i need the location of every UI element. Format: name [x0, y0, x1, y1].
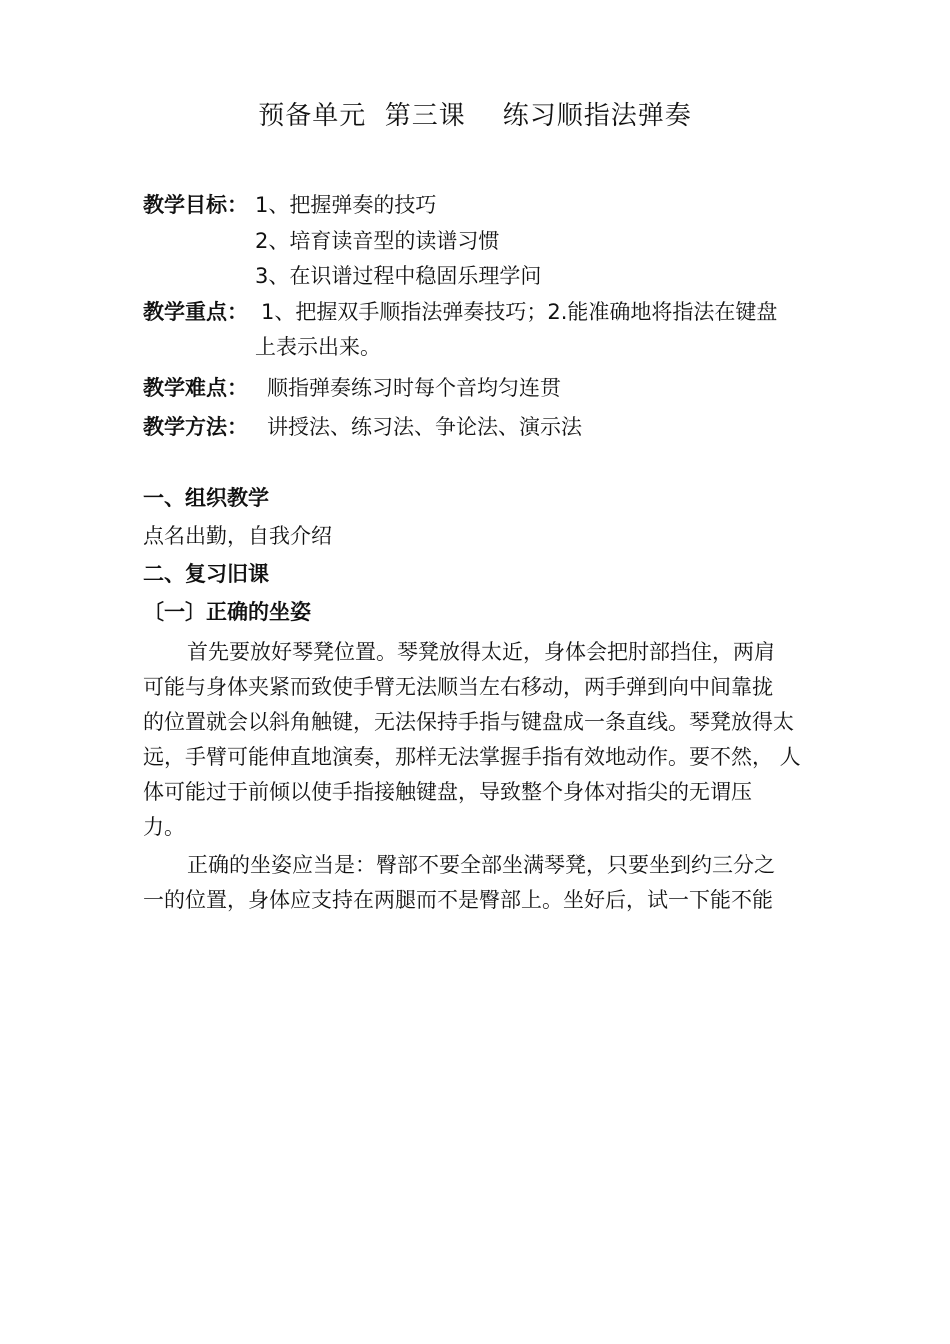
lesson-title: 预备单元 第三课 练习顺指法弹奏 — [258, 101, 692, 131]
paragraph-line: 一的位置，身体应支持在两腿而不是臀部上。坐好后，试一下能不能 — [143, 888, 773, 912]
difficulty-text: 顺指弹奏练习时每个音均匀连贯 — [267, 376, 561, 400]
key-points-line: 1、把握双手顺指法弹奏技巧；2.能准确地将指法在键盘 — [261, 300, 778, 324]
section-heading: 一、组织教学 — [143, 486, 269, 510]
objective-item: 3、在识谱过程中稳固乐理学问 — [255, 264, 542, 288]
paragraph-line: 的位置就会以斜角触键，无法保持手指与键盘成一条直线。琴凳放得太 — [143, 710, 794, 734]
key-points-label: 教学重点： — [143, 300, 248, 324]
objectives-label: 教学目标： — [143, 193, 248, 217]
paragraph-line: 可能与身体夹紧而致使手臂无法顺当左右移动，两手弹到向中间靠拢 — [143, 675, 773, 699]
methods-text: 讲授法、练习法、争论法、演示法 — [267, 415, 582, 439]
paragraph-line: 正确的坐姿应当是：臀部不要全部坐满琴凳，只要坐到约三分之 — [187, 853, 775, 877]
difficulty-label: 教学难点： — [143, 376, 248, 400]
subsection-heading: 〔一〕正确的坐姿 — [143, 600, 311, 624]
objective-item: 1、把握弹奏的技巧 — [255, 193, 437, 217]
key-points-line: 上表示出来。 — [255, 335, 381, 359]
objective-item: 2、培育读音型的读谱习惯 — [255, 229, 500, 253]
difficulty-row — [143, 373, 248, 403]
paragraph-line: 体可能过于前倾以使手指接触键盘，导致整个身体对指尖的无谓压 — [143, 780, 752, 804]
section-text: 点名出勤，自我介绍 — [143, 524, 332, 548]
paragraph-line: 首先要放好琴凳位置。琴凳放得太近，身体会把肘部挡住，两肩 — [187, 640, 775, 664]
key-points-row — [143, 297, 248, 327]
paragraph-line: 力。 — [143, 815, 185, 839]
methods-row — [143, 412, 248, 442]
methods-label: 教学方法： — [143, 415, 248, 439]
section-heading: 二、复习旧课 — [143, 562, 269, 586]
paragraph-line: 远，手臂可能伸直地演奏，那样无法掌握手指有效地动作。要不然， 人 — [143, 745, 801, 769]
objectives-row — [143, 190, 248, 220]
